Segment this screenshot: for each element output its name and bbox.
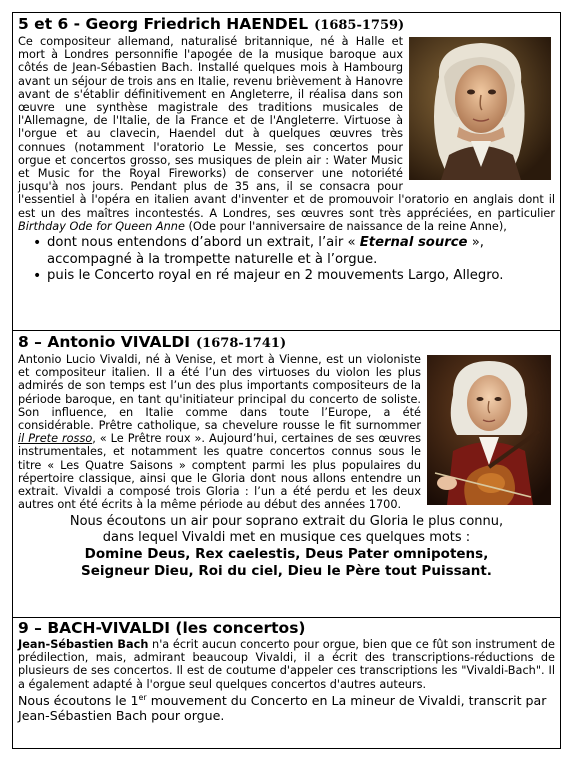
- air-title: Eternal source: [359, 235, 468, 251]
- bach-vivaldi-bio: [13, 638, 560, 691]
- haendel-bio: [13, 35, 560, 233]
- vivaldi-bio-text-b: , « Le Prêtre roux ». Aujourd’hui, certaines de ses œuvres instrumentales, et notamment les quatre concertos connus sous le titre « Les Quatre Saisons » comptent parmi les plus populaires du répertoire classique, ainsi que le Gloria dont nous allons entendre un extrait. Vivaldi a composé trois Gloria : l’un a été perdu et les deux autres ont été écrits à la même période au début des années 1700.: [18, 432, 421, 512]
- haendel-bio-text-b: (Ode pour l'anniversaire de naissance de la reine Anne),: [184, 219, 507, 233]
- bullet-text-a: dont nous entendons d’abord un extrait, l’air «: [47, 235, 360, 251]
- list-item: [33, 235, 560, 268]
- bullet-text-b: », accompagné à la trompette naturelle et à l’orgue.: [47, 235, 484, 267]
- vivaldi-nickname: il Prete rosso: [18, 432, 93, 446]
- haendel-dates: (1685-1759): [314, 18, 405, 33]
- bach-name: Jean-Sébastien Bach: [18, 638, 149, 651]
- vivaldi-listening-intro-2: dans lequel Vivaldi met en musique ces quelques mots :: [102, 530, 471, 546]
- haendel-section: [12, 12, 561, 331]
- vivaldi-title: 8 – Antonio VIVALDI: [18, 333, 191, 351]
- haendel-title: 5 et 6 - Georg Friedrich HAENDEL: [18, 15, 309, 33]
- bullet-text: puis le Concerto royal en ré majeur en 2 mouvements Largo, Allegro.: [47, 268, 504, 284]
- haendel-heading: [13, 13, 560, 35]
- vivaldi-dates: (1678-1741): [196, 336, 287, 351]
- list-item: [33, 268, 560, 285]
- bach-vivaldi-bio-text: n'a écrit aucun concerto pour orgue, bien que ce fût son instrument de prédilection, mais, admirant beaucoup Vivaldi, il a écrit des transcriptions-réductions de plusieurs de ses concertos. Il est de coutume d'appeler ces transcriptions les "Vivaldi-Bach". Il a également adapté à l'orgue seul quelques concertos d'autres auteurs.: [18, 638, 555, 691]
- vivaldi-bio-text-a: Antonio Lucio Vivaldi, né à Venise, et mort à Vienne, est un violoniste et compositeur italien. Il a été l’un des virtuoses du violon les plus admirés de son temps est l’un des plus importants compositeurs de la période baroque, en tant qu'initiateur principal du concerto de soliste. Son influence, en Italie comme dans toute l’Europe, a été considérable. Prêtre catholique, sa chevelure rousse le fit surnommer: [18, 353, 421, 433]
- vivaldi-heading: [13, 331, 560, 353]
- vivaldi-portrait: [427, 355, 551, 505]
- listen-text-a: Nous écoutons le 1: [18, 692, 139, 708]
- vivaldi-section: [12, 330, 561, 618]
- listen-text-b: mouvement du Concerto en La mineur de Vivaldi, transcrit par Jean-Sébastien Bach pour orgue.: [18, 692, 547, 723]
- vivaldi-listening-intro-1: Nous écoutons un air pour soprano extrait du Gloria le plus connu,: [69, 514, 504, 530]
- haendel-portrait: [409, 37, 551, 180]
- bach-vivaldi-title: 9 – BACH-VIVALDI (les concertos): [18, 619, 306, 637]
- bach-vivaldi-section: [12, 617, 561, 749]
- gloria-latin-text: Domine Deus, Rex caelestis, Deus Pater omnipotens,: [84, 546, 489, 563]
- haendel-bio-text-a: Ce compositeur allemand, naturalisé britannique, né à Halle et mort à Londres personnifie l'apogée de la musique baroque aux côtés de Jean-Sébastien Bach. Installé quelques mois à Hambourg avant un séjour de trois ans en Italie, revenu brièvement à Hanovre avant de s'établir définitivement en Angleterre, il réalisa dans son œuvre une synthèse magistrale des traditions musicales de l'Allemagne, de l'Italie, de la France et de l'Angleterre. Virtuose à l'orgue et au clavecin, Haendel dut à quelques œuvres très connues (notamment l'oratorio Le Messie, ses concertos pour orgue et concertos grosso, ses musiques de plein air : Water Music et Music for the Royal Fireworks) de conserver une notoriété jusqu'à nos jours. Pendant plus de 35 ans, il se consacra pour l'essentiel à l'opéra en italien avant d'inventer et de promouvoir l'oratorio en anglais dont il est un des maîtres incontestés. A Londres, ses œuvres sont très appréciées, en particulier: [18, 35, 555, 220]
- gloria-french-text: Seigneur Dieu, Roi du ciel, Dieu le Père tout Puissant.: [81, 563, 492, 580]
- haendel-work-title: Birthday Ode for Queen Anne: [18, 219, 185, 233]
- ordinal-suffix: er: [138, 692, 147, 702]
- bach-vivaldi-listening: [13, 691, 560, 723]
- vivaldi-bio: [13, 353, 560, 511]
- haendel-listening-list: [13, 235, 560, 285]
